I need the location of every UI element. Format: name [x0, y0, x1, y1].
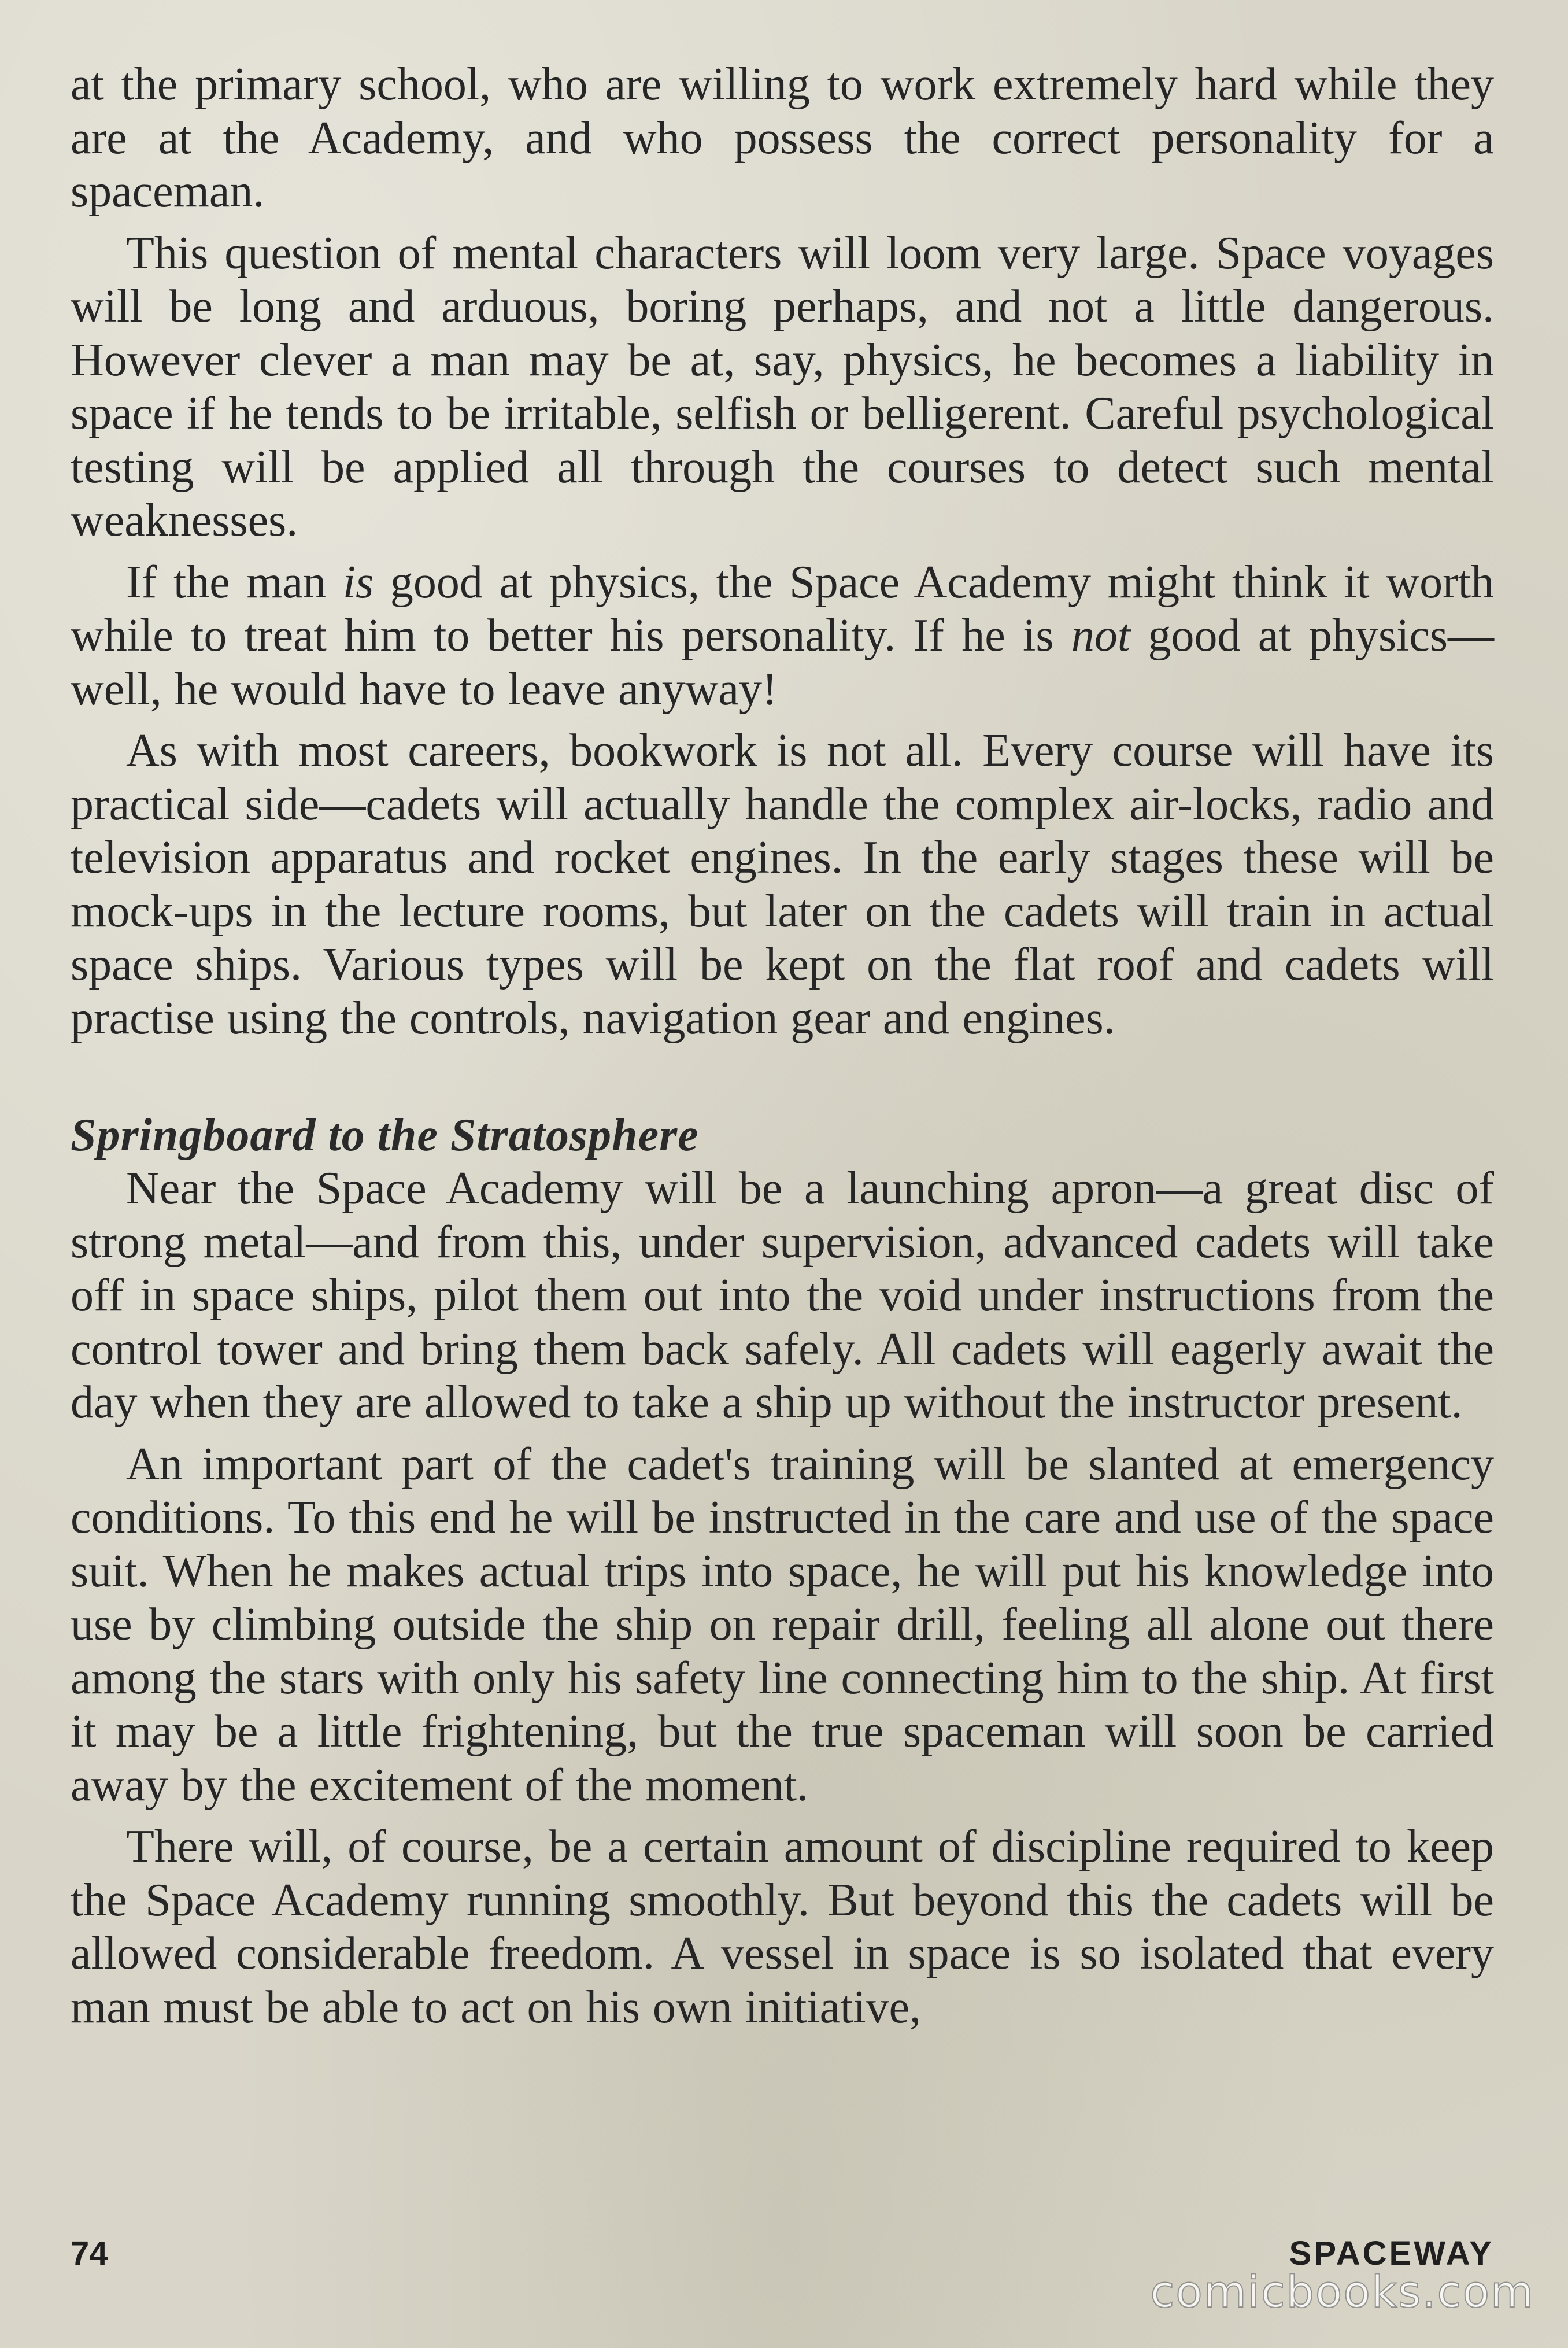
paragraph-with-emphasis [71, 556, 1494, 717]
running-title: SPACEWAY [1289, 2235, 1494, 2272]
watermark: comicbooks.com [1150, 2266, 1534, 2317]
page-number: 74 [71, 2235, 108, 2272]
section-heading: Springboard to the Stratosphere [71, 1110, 699, 1161]
text-run: If the man [126, 556, 343, 608]
paragraph: This question of mental characters will loom very large. Space voyages will be long and arduous, boring perhaps, and not a little dangerous. However clever a man may be at, say, physics, he becomes a liability in space if he tends to be irritable, selfish or belligerent. Careful psychological testing will be applied all through the courses to detect such mental weaknesses. [71, 227, 1494, 546]
emphasis-not: not [1071, 610, 1131, 661]
paragraph: As with most careers, bookwork is not all. Every course will have its practical side—cadets will actually handle the complex air-locks, radio and television apparatus and rocket engines. In the early stages these will be mock-ups in the lecture rooms, but later on the cadets will train in actual space ships. Various types will be kept on the flat roof and cadets will practise using the controls, navigation gear and engines. [71, 725, 1494, 1044]
emphasis-is: is [342, 556, 374, 608]
paragraph: An important part of the cadet's training will be slanted at emergency conditions. To this end he will be instructed in the care and use of the space suit. When he makes actual trips into space, he will put his knowledge into use by climbing outside the ship on repair drill, feeling all alone out there among the stars with only his safety line connecting him to the ship. At first it may be a little frightening, but the true spaceman will soon be carried away by the excitement of the moment. [71, 1438, 1494, 1811]
text-run: good at physics, the Space Academy might think it worth while to treat him to better his personality. If he is [71, 556, 1494, 661]
paragraph: Near the Space Academy will be a launching apron—a great disc of strong metal—and from this, under supervision, advanced cadets will take off in space ships, pilot them out into the void under instructions from the control tower and bring them back safely. All cadets will eagerly await the day when they are allowed to take a ship up without the instructor present. [71, 1163, 1494, 1428]
text-run: good at physics—well, he would have to leave anyway! [71, 610, 1495, 715]
page-body [71, 58, 1494, 2042]
paragraph: There will, of course, be a certain amount of discipline required to keep the Space Academy running smoothly. But beyond this the cadets will be allowed considerable freedom. A vessel in space is so isolated that every man must be able to act on his own initiative, [71, 1821, 1494, 2033]
paragraph: at the primary school, who are willing to work extremely hard while they are at the Academy, and who possess the correct personality for a spaceman. [71, 59, 1494, 217]
